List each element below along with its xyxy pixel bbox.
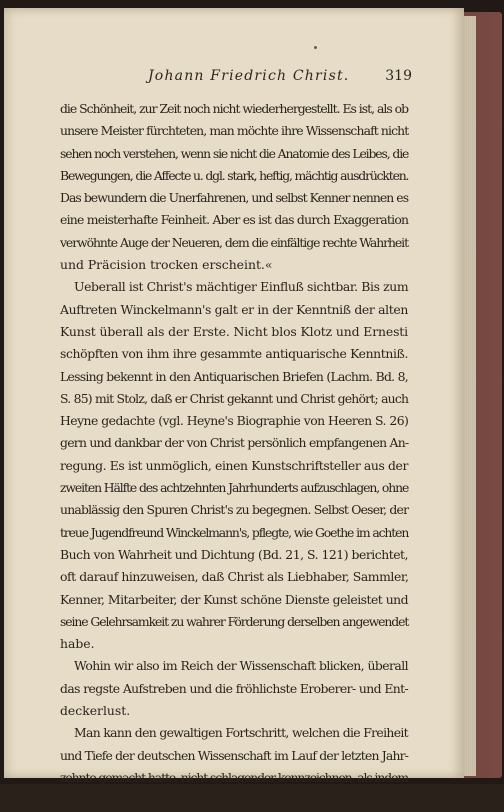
text-line: Auftreten Winckelmann's galt er in der Kenntniß der alten [60, 301, 408, 317]
page-edges [462, 16, 476, 776]
running-head: Johann Friedrich Christ. [148, 68, 350, 84]
text-line: Das bewundern die Unerfahrenen, und selbst Kenner nennen es [60, 190, 409, 206]
body-text [60, 98, 408, 812]
text-line: die Schönheit, zur Zeit noch nicht wiederhergestellt. Es ist, als ob [60, 101, 409, 116]
text-line: treue Jugendfreund Winckelmann's, pflegte, wie Goethe im achten [60, 524, 409, 540]
text-line: das regste Aufstreben und die fröhlichste Eroberer- und Ent- [60, 680, 409, 696]
text-line: und Präcision trocken erscheint.« [60, 257, 273, 273]
text-line: Ueberall ist Christ's mächtiger Einfluß sichtbar. Bis zum [74, 279, 409, 295]
ink-speck [314, 46, 317, 49]
text-line: S. 85) mit Stolz, daß er Christ gekannt und Christ gehört; auch [60, 390, 409, 406]
text-line: schöpften von ihm ihre gesammte antiquarische Kenntniß. [60, 346, 408, 362]
text-line: Buch von Wahrheit und Dichtung (Bd. 21, S. 121) berichtet, [60, 546, 408, 562]
text-line: man die im Jahr 1734 erfolgte Gründung der neuen Univer- [60, 792, 409, 808]
text-line: oft darauf hinzuweisen, daß Christ als Liebhaber, Sammler, [60, 569, 409, 585]
page-number: 319 [385, 68, 412, 84]
text-line: seine Gelehrsamkeit zu wahrer Förderung derselben angewendet [60, 613, 409, 629]
text-line: deckerlust. [60, 703, 131, 719]
text-line: Bewegungen, die Affecte u. dgl. stark, heftig, mächtig ausdrückten. [60, 167, 409, 183]
text-line: unsere Meister fürchteten, man möchte ihre Wissenschaft nicht [60, 123, 409, 139]
text-line: Kenner, Mitarbeiter, der Kunst schöne Dienste geleistet und [60, 591, 409, 607]
text-line: eine meisterhafte Feinheit. Aber es ist das durch Exaggeration [60, 212, 409, 228]
text-line: und Tiefe der deutschen Wissenschaft im Lauf der letzten Jahr- [60, 747, 409, 763]
text-line: habe. [60, 636, 95, 652]
text-line: verwöhnte Auge der Neueren, dem die einfältige rechte Wahrheit [60, 234, 408, 250]
text-line: zehnte gemacht hatte, nicht schlagender kennzeichnen, als indem [60, 769, 408, 785]
text-line: sehen noch verstehen, wenn sie nicht die Anatomie des Leibes, die [60, 145, 409, 161]
text-line: unablässig den Spuren Christ's zu begegnen. Selbst Oeser, der [60, 502, 409, 518]
text-line: gern und dankbar der von Christ persönlich empfangenen An- [60, 435, 409, 451]
text-line: zweiten Hälfte des achtzehnten Jahrhunderts aufzuschlagen, ohne [60, 480, 409, 496]
page-header [58, 66, 412, 90]
text-line: Lessing bekennt in den Antiquarischen Briefen (Lachm. Bd. 8, [60, 368, 408, 384]
text-line: Man kann den gewaltigen Fortschritt, welchen die Freiheit [74, 725, 408, 741]
text-line: Kunst überall als der Erste. Nicht blos Klotz und Ernesti [60, 323, 408, 339]
book-page [4, 8, 464, 808]
text-line: regung. Es ist unmöglich, einen Kunstschriftsteller aus der [60, 457, 408, 473]
text-line: Heyne gedachte (vgl. Heyne's Biographie von Heeren S. 26) [60, 413, 409, 429]
text-line: Wohin wir also im Reich der Wissenschaft blicken, überall [74, 658, 408, 674]
